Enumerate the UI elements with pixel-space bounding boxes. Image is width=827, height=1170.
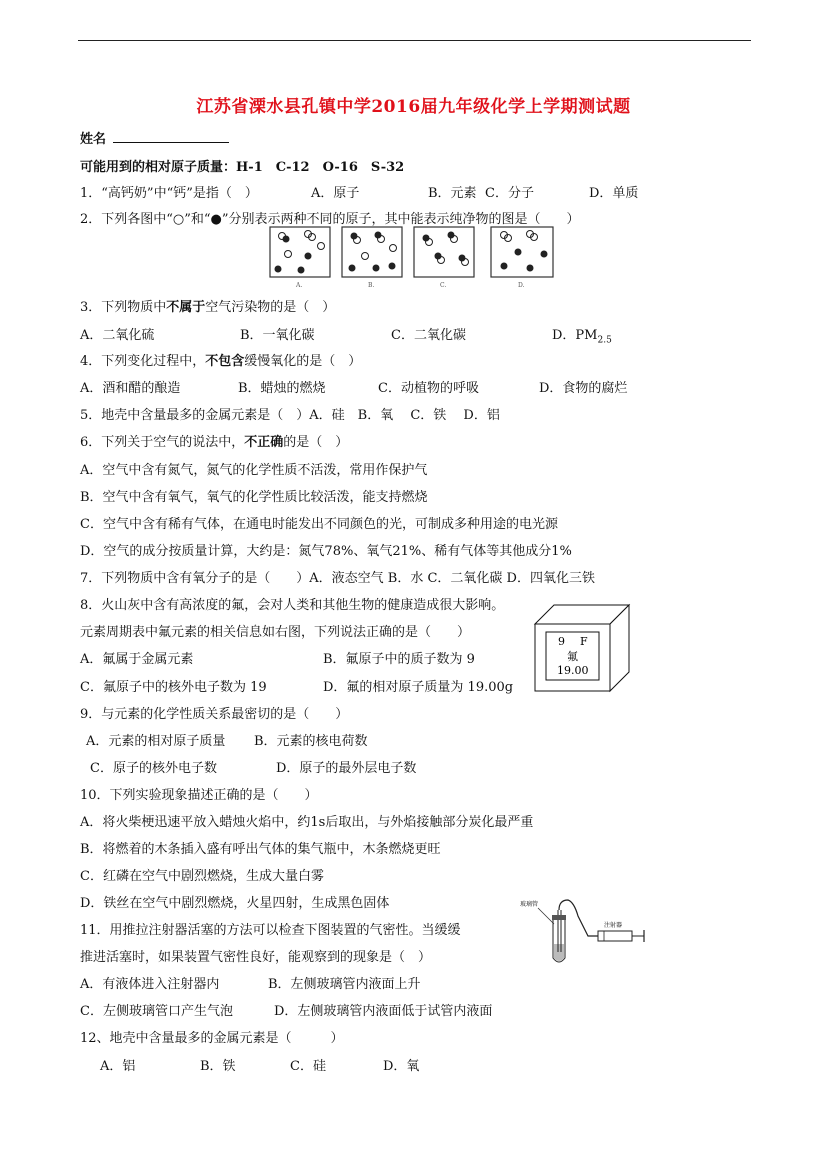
q4-option-c: C．动植物的呼吸 [378, 381, 479, 396]
q1-option-a: A．原子 [311, 186, 360, 201]
q3-option-a: A．二氧化硫 [80, 328, 155, 343]
q11-stem-2: 推进活塞时，如果装置气密性良好，能观察到的现象是（ ） [80, 950, 432, 965]
q8-stem-2: 元素周期表中氟元素的相关信息如右图，下列说法正确的是（ ） [80, 625, 471, 640]
q1-option-c: C．分子 [485, 186, 534, 201]
q2-label-d: D. [518, 282, 525, 289]
q10-option-d: D．铁丝在空气中剧烈燃烧，火星四射，生成黑色固体 [80, 896, 390, 911]
q8-stem-1: 8．火山灰中含有高浓度的氟，会对人类和其他生物的健康造成很大影响。 [80, 598, 505, 613]
q3-option-d [552, 324, 612, 346]
q10-option-b: B．将燃着的木条插入盛有呼出气体的集气瓶中，木条燃烧更旺 [80, 842, 441, 857]
q2-label-a: A. [296, 282, 303, 289]
element-mass: 19.00 [557, 664, 589, 677]
name-label: 姓名 [80, 132, 107, 147]
q3-option-d-text: D．PM [552, 328, 598, 343]
q3-option-c: C．二氧化碳 [391, 328, 466, 343]
q2-diagram-d [491, 227, 553, 277]
q6-option-d: D．空气的成分按质量计算，大约是：氮气78%、氧气21%、稀有气体等其他成分1% [80, 544, 572, 559]
q1-option-b: B．元素 [428, 186, 477, 201]
q3-stem [80, 296, 335, 315]
element-symbol: F [580, 635, 588, 648]
q6-option-a: A．空气中含有氮气，氮气的化学性质不活泼，常用作保护气 [80, 463, 428, 478]
q5-stem: 5．地壳中含量最多的金属元素是（ ）A．硅 B．氧 C．铁 D．铝 [80, 408, 500, 423]
syringe-apparatus-diagram [518, 896, 648, 968]
q8-option-d: D．氟的相对原子质量为 19.00g [323, 680, 514, 695]
glass-tube-label: 玻璃管 [520, 901, 539, 908]
fluorine-element-card [532, 602, 632, 694]
q11-option-a: A．有液体进入注射器内 [80, 977, 220, 992]
q8-option-a: A．氟属于金属元素 [80, 652, 194, 667]
q9-option-d: D．原子的最外层电子数 [276, 761, 417, 776]
q9-option-a: A．元素的相对原子质量 [86, 734, 226, 749]
q6-stem [80, 431, 348, 450]
q12-option-b: B．铁 [200, 1059, 236, 1074]
page-title: 江苏省溧水县孔镇中学2016届九年级化学上学期测试题 [196, 97, 631, 117]
q3-stem-pre: 3．下列物质中 [80, 300, 167, 315]
element-name: 氟 [567, 650, 578, 663]
q10-option-a: A．将火柴梗迅速平放入蜡烛火焰中，约1s后取出，与外焰接触部分炭化最严重 [80, 815, 534, 830]
q9-option-b: B．元素的核电荷数 [254, 734, 368, 749]
q3-option-b: B．一氧化碳 [240, 328, 315, 343]
q8-option-c: C．氟原子中的核外电子数为 19 [80, 680, 267, 695]
q2-label-b: B. [368, 282, 375, 289]
q2-diagram-b [342, 227, 402, 277]
header-rule [78, 40, 751, 41]
q6-option-b: B．空气中含有氧气，氧气的化学性质比较活泼，能支持燃烧 [80, 490, 428, 505]
q6-stem-pre: 6．下列关于空气的说法中， [80, 435, 245, 450]
name-line [80, 128, 229, 147]
syringe-label: 注射器 [604, 922, 623, 929]
q2-diagram-c [414, 227, 474, 277]
q4-stem [80, 350, 361, 369]
q4-option-d: D．食物的腐烂 [539, 381, 628, 396]
q4-option-b: B．蜡烛的燃烧 [238, 381, 326, 396]
q1-option-d: D．单质 [589, 186, 639, 201]
q11-option-c: C．左侧玻璃管口产生气泡 [80, 1004, 233, 1019]
q6-option-c: C．空气中含有稀有气体，在通电时能发出不同颜色的光，可制成多种用途的电光源 [80, 517, 558, 532]
q11-option-b: B．左侧玻璃管内液面上升 [268, 977, 421, 992]
q4-stem-pre: 4．下列变化过程中， [80, 354, 206, 369]
q4-stem-post: 缓慢氧化的是（ ） [244, 354, 362, 369]
q2-particle-diagrams [268, 224, 560, 290]
q3-stem-post: 空气污染物的是（ ） [205, 300, 336, 315]
q2-label-c: C. [440, 282, 447, 289]
atomic-mass-label: 可能用到的相对原子质量： [80, 160, 237, 175]
q1-stem: 1．“高钙奶”中“钙”是指（ ） [80, 186, 258, 201]
q10-option-c: C．红磷在空气中剧烈燃烧，生成大量白雾 [80, 869, 324, 884]
q4-stem-bold: 不包含 [205, 354, 245, 369]
q6-stem-bold: 不正确 [244, 435, 284, 450]
name-field[interactable] [113, 130, 229, 143]
q3-stem-bold: 不属于 [166, 300, 206, 315]
q11-option-d: D．左侧玻璃管内液面低于试管内液面 [274, 1004, 493, 1019]
q2-stem: 2．下列各图中“○”和“●”分别表示两种不同的原子，其中能表示纯净物的图是（ ） [80, 212, 580, 227]
q11-stem-1: 11．用推拉注射器活塞的方法可以检查下图装置的气密性。当缓缓 [80, 923, 461, 938]
q12-option-c: C．硅 [290, 1059, 326, 1074]
q10-stem: 10．下列实验现象描述正确的是（ ） [80, 788, 318, 803]
q3-option-d-sub: 2.5 [597, 335, 612, 346]
q4-option-a: A．酒和醋的酿造 [80, 381, 181, 396]
q8-option-b: B．氟原子中的质子数为 9 [323, 652, 475, 667]
q12-option-a: A．铝 [100, 1059, 136, 1074]
q9-option-c: C．原子的核外电子数 [90, 761, 217, 776]
element-number: 9 [558, 635, 565, 648]
q2-diagram-a [270, 227, 330, 277]
q12-option-d: D．氧 [383, 1059, 420, 1074]
atomic-mass-line [80, 156, 404, 175]
q12-stem: 12、地壳中含量最多的金属元素是（ ） [80, 1031, 344, 1046]
q7-stem: 7．下列物质中含有氧分子的是（ ）A．液态空气 B．水 C．二氧化碳 D．四氧化三铁 [80, 571, 595, 586]
q6-stem-post: 的是（ ） [283, 435, 349, 450]
atomic-mass-values: H-1 C-12 O-16 S-32 [236, 160, 405, 175]
q9-stem: 9．与元素的化学性质关系最密切的是（ ） [80, 707, 349, 722]
